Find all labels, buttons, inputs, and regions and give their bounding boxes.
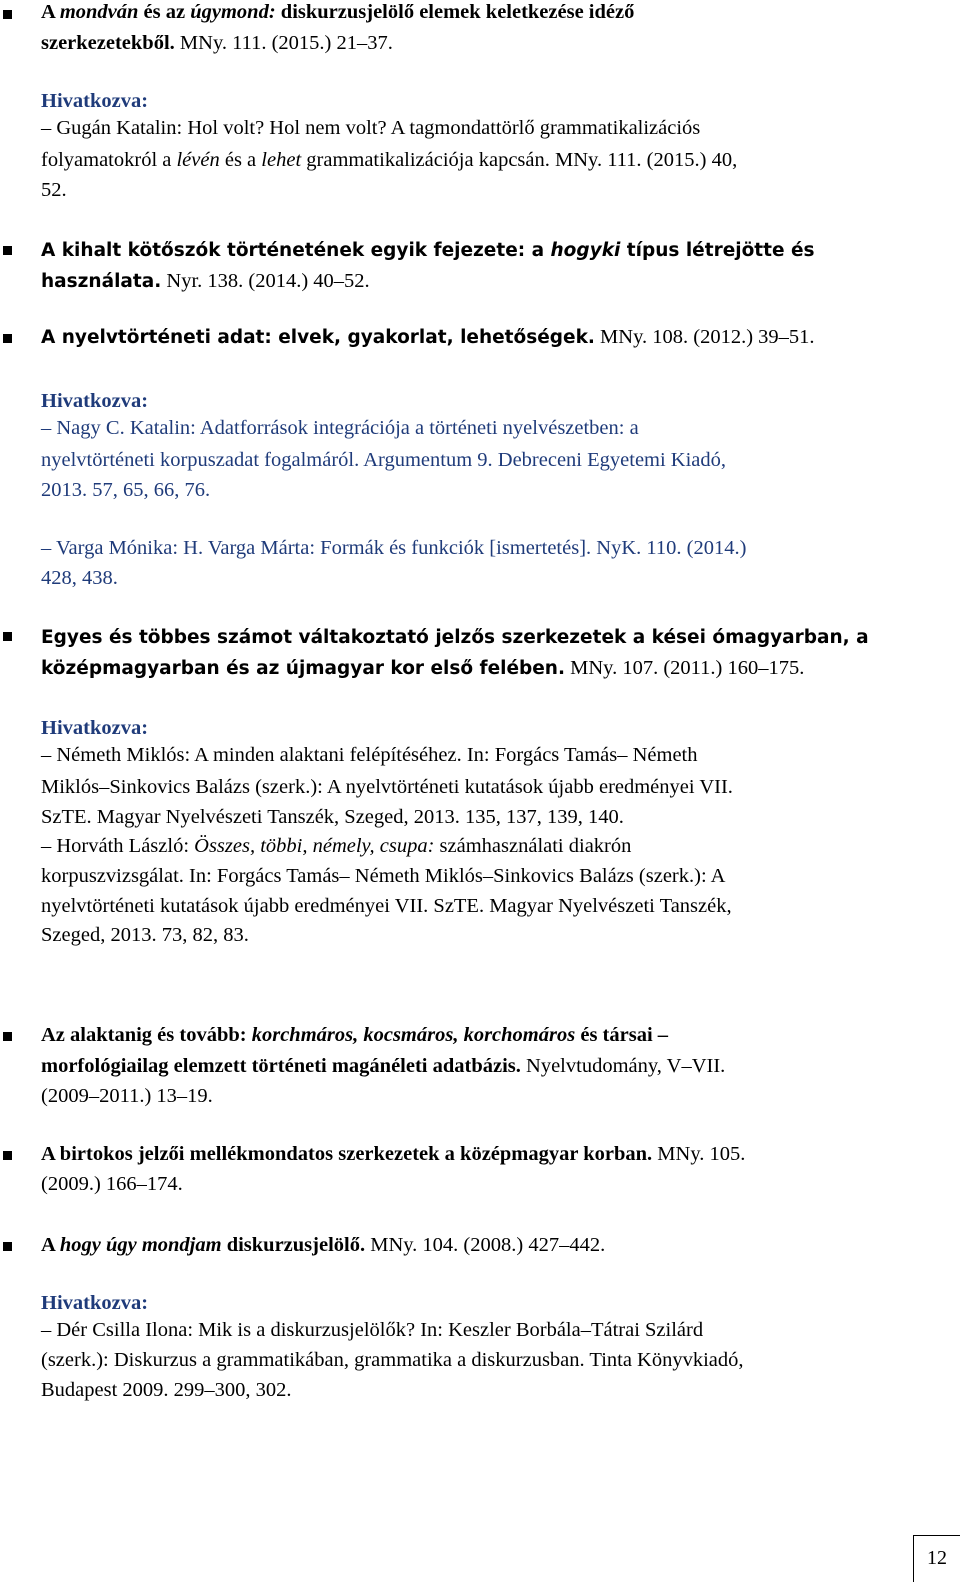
text-segment: mondván bbox=[59, 1, 139, 23]
text-segment: A kihalt kötőszók történetének egyik fejezete: a bbox=[41, 240, 551, 261]
text-segment: diskurzusjelölő. bbox=[221, 1234, 366, 1256]
text-segment: – Németh Miklós: A minden alaktani felépítéséhez. In: Forgács Tamás– Németh bbox=[41, 744, 698, 766]
text-segment: folyamatokról a bbox=[41, 149, 177, 171]
text-segment: – Gugán Katalin: Hol volt? Hol nem volt? A tagmondattörlő grammatikalizációs bbox=[41, 117, 701, 139]
text-segment: típus létrejötte és bbox=[620, 240, 815, 261]
square-bullet-icon bbox=[3, 1032, 12, 1041]
entry-line bbox=[41, 832, 631, 861]
square-bullet-icon bbox=[3, 1151, 12, 1160]
text-segment: – Varga Mónika: H. Varga Márta: Formák és funkciók [ismertetés]. NyK. 110. (2014.) bbox=[41, 537, 747, 559]
entry-line bbox=[41, 654, 804, 683]
entry-line bbox=[41, 1231, 605, 1260]
text-segment: morfológiailag elemzett történeti magánéleti adatbázis. bbox=[41, 1055, 521, 1077]
text-segment: A bbox=[41, 1, 60, 23]
square-bullet-icon bbox=[3, 1242, 12, 1251]
entry-line bbox=[41, 323, 815, 352]
entry-line bbox=[41, 114, 700, 143]
text-segment: MNy. 105. bbox=[652, 1143, 746, 1165]
entry-line bbox=[41, 1082, 213, 1111]
entry-line bbox=[41, 892, 732, 921]
text-segment: – Horváth László: bbox=[41, 835, 195, 857]
entry-line bbox=[41, 1052, 725, 1081]
entry-line bbox=[41, 1316, 703, 1345]
text-segment: és az bbox=[138, 1, 191, 23]
text-segment: korpuszvizsgálat. In: Forgács Tamás– Németh Miklós–Sinkovics Balázs (szerk.): A bbox=[41, 865, 726, 887]
entry-line bbox=[41, 1289, 148, 1318]
text-segment: és a bbox=[219, 149, 262, 171]
text-segment: 428, 438. bbox=[41, 567, 118, 589]
text-segment: (2009–2011.) 13–19. bbox=[41, 1085, 213, 1107]
entry-line bbox=[41, 1140, 745, 1169]
text-segment: A birtokos jelzői mellékmondatos szerkezetek a középmagyar korban. bbox=[41, 1143, 653, 1165]
text-segment: középmagyarban és az újmagyar kor első felében. bbox=[41, 658, 565, 679]
entry-line bbox=[41, 623, 869, 652]
text-segment: MNy. 107. (2011.) 160–175. bbox=[565, 657, 805, 679]
page-number: 12 bbox=[913, 1535, 960, 1582]
text-segment: és társai – bbox=[575, 1024, 669, 1046]
text-segment: (2009.) 166–174. bbox=[41, 1173, 183, 1195]
text-segment: korchmáros, kocsmáros, korchomáros bbox=[251, 1024, 576, 1046]
text-segment: Az alaktanig és tovább: bbox=[41, 1024, 252, 1046]
square-bullet-icon bbox=[3, 10, 12, 19]
entry-line bbox=[41, 1170, 183, 1199]
text-segment: Miklós–Sinkovics Balázs (szerk.): A nyelvtörténeti kutatások újabb eredményei VII. bbox=[41, 776, 733, 798]
entry-line bbox=[41, 803, 624, 832]
text-segment: grammatikalizációja kapcsán. MNy. 111. (2015.) 40, bbox=[301, 149, 738, 171]
entry-line bbox=[41, 414, 639, 443]
square-bullet-icon bbox=[3, 632, 12, 641]
text-segment: lehet bbox=[261, 149, 302, 171]
entry-line bbox=[41, 176, 67, 205]
text-segment: Egyes és többes számot váltakoztató jelzős szerkezetek a kései ómagyarban, a bbox=[41, 627, 869, 648]
text-segment: Nyelvtudomány, V–VII. bbox=[520, 1055, 726, 1077]
cited-by-label: Hivatkozva: bbox=[41, 90, 149, 112]
entry-line bbox=[41, 773, 733, 802]
text-segment: MNy. 108. (2012.) 39–51. bbox=[594, 326, 815, 348]
entry-line bbox=[41, 1346, 744, 1375]
text-segment: – Dér Csilla Ilona: Mik is a diskurzusjelölők? In: Keszler Borbála–Tátrai Szilárd bbox=[41, 1319, 704, 1341]
text-segment: – Nagy C. Katalin: Adatforrások integrációja a történeti nyelvészetben: a bbox=[41, 417, 639, 439]
entry-line bbox=[41, 714, 148, 743]
entry-line bbox=[41, 236, 815, 265]
entry-line bbox=[41, 862, 725, 891]
text-segment: Szeged, 2013. 73, 82, 83. bbox=[41, 924, 249, 946]
entry-line bbox=[41, 741, 698, 770]
text-segment: SzTE. Magyar Nyelvészeti Tanszék, Szeged, 2013. 135, 137, 139, 140. bbox=[41, 806, 624, 828]
text-segment: Nyr. 138. (2014.) 40–52. bbox=[161, 270, 370, 292]
text-segment: nyelvtörténeti kutatások újabb eredményei VII. SzTE. Magyar Nyelvészeti Tanszék, bbox=[41, 895, 732, 917]
square-bullet-icon bbox=[3, 246, 12, 255]
entry-line bbox=[41, 387, 148, 416]
entry-line bbox=[41, 534, 746, 563]
entry-line bbox=[41, 446, 726, 475]
cited-by-label: Hivatkozva: bbox=[41, 1292, 149, 1314]
text-segment: diskurzusjelölő elemek keletkezése idéző bbox=[275, 1, 635, 23]
text-segment: számhasználati diakrón bbox=[434, 835, 632, 857]
text-segment: MNy. 111. (2015.) 21–37. bbox=[174, 32, 393, 54]
text-segment: hogy úgy mondjam bbox=[59, 1234, 222, 1256]
text-segment: A nyelvtörténeti adat: elvek, gyakorlat, lehetőségek. bbox=[41, 327, 595, 348]
text-segment: Budapest 2009. 299–300, 302. bbox=[41, 1379, 292, 1401]
text-segment: lévén bbox=[176, 149, 220, 171]
cited-by-label: Hivatkozva: bbox=[41, 390, 149, 412]
text-segment: nyelvtörténeti korpuszadat fogalmáról. Argumentum 9. Debreceni Egyetemi Kiadó, bbox=[41, 449, 727, 471]
entry-line bbox=[41, 1021, 668, 1050]
entry-line bbox=[41, 0, 634, 27]
text-segment: (szerk.): Diskurzus a grammatikában, grammatika a diskurzusban. Tinta Könyvkiadó, bbox=[41, 1349, 744, 1371]
text-segment: úgymond: bbox=[190, 1, 276, 23]
text-segment: 52. bbox=[41, 179, 67, 201]
text-segment: szerkezetekből. bbox=[41, 32, 175, 54]
text-segment: használata. bbox=[41, 271, 162, 292]
text-segment: MNy. 104. (2008.) 427–442. bbox=[365, 1234, 606, 1256]
entry-line bbox=[41, 1376, 292, 1405]
cited-by-label: Hivatkozva: bbox=[41, 717, 149, 739]
entry-line bbox=[41, 87, 148, 116]
entry-line bbox=[41, 921, 249, 950]
entry-line bbox=[41, 146, 737, 175]
entry-line bbox=[41, 564, 118, 593]
text-segment: A bbox=[41, 1234, 60, 1256]
square-bullet-icon bbox=[3, 334, 12, 343]
entry-line bbox=[41, 267, 370, 296]
text-segment: Összes, többi, némely, csupa: bbox=[194, 835, 435, 857]
text-segment: 2013. 57, 65, 66, 76. bbox=[41, 479, 211, 501]
entry-line bbox=[41, 29, 393, 58]
text-segment: hogyki bbox=[550, 240, 621, 261]
entry-line bbox=[41, 476, 210, 505]
